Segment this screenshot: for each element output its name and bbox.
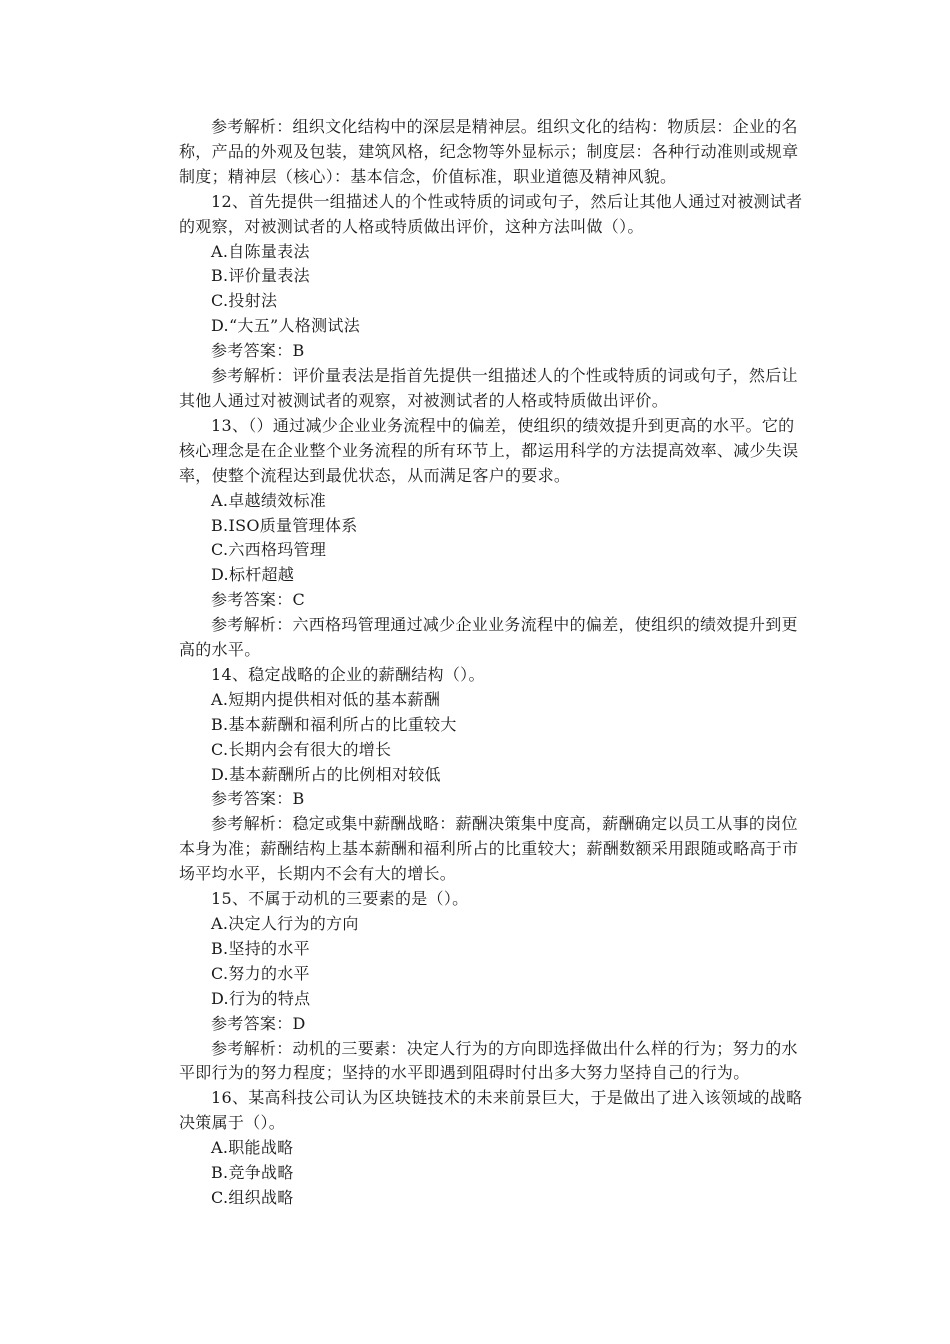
text-line: 高的水平。 [179,640,261,660]
text-line: C.长期内会有很大的增长 [211,739,392,759]
text-line: B.基本薪酬和福利所占的比重较大 [211,714,457,734]
text-line: 参考解析：组织文化结构中的深层是精神层。组织文化的结构：物质层：企业的名 [211,117,798,136]
text-line: 平即行为的努力程度；坚持的水平即遇到阻碍时付出多大努力坚持自己的行为。 [179,1063,750,1083]
text-line: 称，产品的外观及包装，建筑风格，纪念物等外显标示；制度层：各种行动准则或规章 [179,141,799,161]
text-line: 本身为准；薪酬结构上基本薪酬和福利所占的比重较大；薪酬数额采用跟随或略高于市 [179,839,799,859]
text-line: 参考答案：C [211,590,306,610]
text-line: 15、不属于动机的三要素的是（）。 [211,889,469,909]
text-line: 参考解析：评价量表法是指首先提供一组描述人的个性或特质的词或句子，然后让 [211,366,798,386]
text-line: 12、首先提供一组描述人的个性或特质的词或句子，然后让其他人通过对被测试者 [211,191,803,211]
text-line: 参考答案：B [211,341,305,361]
text-line: 参考答案：D [211,1013,306,1033]
text-line: A.短期内提供相对低的基本薪酬 [211,689,441,709]
text-line: B.坚持的水平 [211,938,310,958]
text-line: C.六西格玛管理 [211,540,327,560]
text-line: 决策属于（）。 [179,1113,286,1133]
text-line: 14、稳定战略的企业的薪酬结构（）。 [211,664,485,684]
text-line: 参考解析：动机的三要素：决定人行为的方向即选择做出什么样的行为；努力的水 [211,1038,798,1058]
document-body [179,115,811,1211]
text-line: A.决定人行为的方向 [211,914,359,933]
text-line: 参考解析：稳定或集中薪酬战略：薪酬决策集中度高，薪酬确定以员工从事的岗位 [211,814,798,834]
text-line: D.标杆超越 [211,565,295,585]
text-line: 制度；精神层（核心）：基本信念，价值标准，职业道德及精神风貌。 [179,166,677,186]
text-line: C.投射法 [211,291,278,311]
text-line: 参考解析：六西格玛管理通过减少企业业务流程中的偏差，使组织的绩效提升到更 [211,615,798,635]
text-line: 16、某高科技公司认为区块链技术的未来前景巨大，于是做出了进入该领域的战略 [211,1088,803,1108]
text-line: B.评价量表法 [211,266,310,286]
text-line: D.基本薪酬所占的比例相对较低 [211,764,441,784]
text-line: 13、（）通过减少企业业务流程中的偏差，使组织的绩效提升到更高的水平。它的 [211,415,795,435]
text-line: 参考答案：B [211,789,305,809]
text-line: D.“大五”人格测试法 [211,316,361,336]
text-line: B.ISO质量管理体系 [211,515,358,535]
text-line: B.竞争战略 [211,1163,294,1183]
text-line: A.职能战略 [211,1138,294,1158]
text-line: 场平均水平，长期内不会有大的增长。 [179,864,457,884]
text-line: C.努力的水平 [211,963,310,983]
text-line: C.组织战略 [211,1187,294,1207]
text-line: 核心理念是在企业整个业务流程的所有环节上，都运用科学的方法提高效率、减少失误 [179,440,799,460]
text-line: A.自陈量表法 [211,241,310,261]
text-line: 的观察，对被测试者的人格或特质做出评价，这种方法叫做（）。 [179,216,644,236]
text-line: 其他人通过对被测试者的观察，对被测试者的人格或特质做出评价。 [179,390,669,410]
text-line: 率，使整个流程达到最优状态，从而满足客户的要求。 [179,465,571,485]
text-line: A.卓越绩效标准 [211,490,327,510]
text-line: D.行为的特点 [211,988,311,1008]
